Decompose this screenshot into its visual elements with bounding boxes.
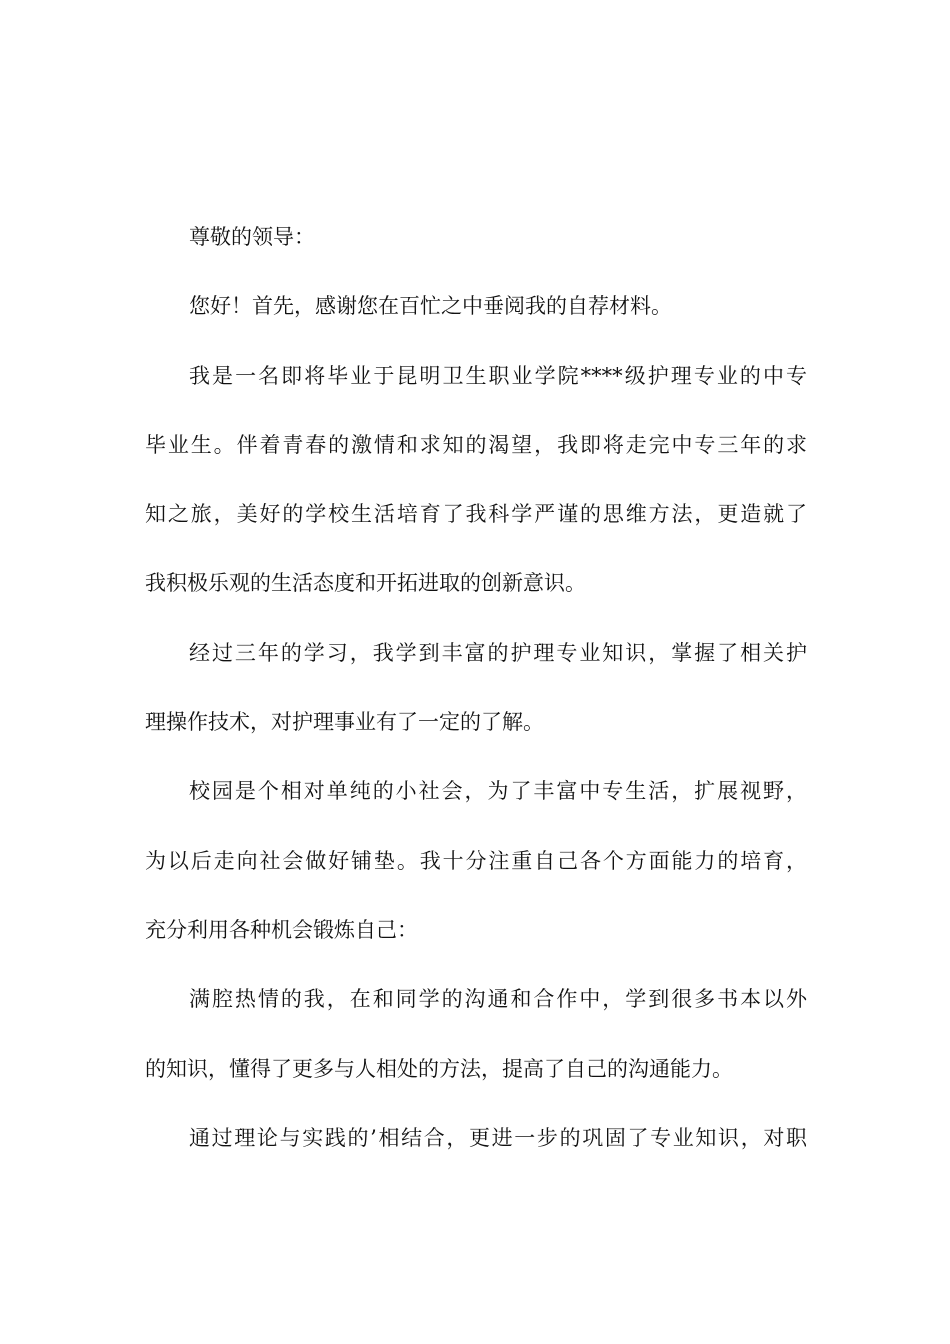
- communication-paragraph: [145, 965, 807, 1104]
- intro-paragraph: [145, 342, 807, 619]
- salutation-paragraph: [145, 203, 807, 272]
- communication-line-2: 的知识，懂得了更多与人相处的方法，提高了自己的沟通能力。: [145, 1056, 733, 1081]
- greeting-paragraph: [145, 272, 807, 341]
- salutation-line: 尊敬的领导：: [189, 225, 315, 249]
- intro-line-3: 知之旅，美好的学校生活培育了我科学严谨的思维方法，更造就了: [145, 502, 807, 527]
- intro-line-2: 毕业生。伴着青春的激情和求知的渴望，我即将走完中专三年的求: [145, 432, 807, 457]
- campus-line-1: 校园是个相对单纯的小社会，为了丰富中专生活，扩展视野，: [189, 779, 807, 804]
- campus-paragraph: [145, 757, 807, 965]
- practice-line-1: 通过理论与实践的’相结合，更进一步的巩固了专业知识，对职: [189, 1125, 807, 1150]
- communication-line-1: 满腔热情的我，在和同学的沟通和合作中，学到很多书本以外: [189, 987, 807, 1012]
- greeting-line: 您好！首先，感谢您在百忙之中垂阅我的自荐材料。: [189, 294, 672, 319]
- study-line-1: 经过三年的学习，我学到丰富的护理专业知识，掌握了相关护: [189, 640, 807, 665]
- intro-line-4: 我积极乐观的生活态度和开拓进取的创新意识。: [145, 571, 586, 596]
- campus-line-3: 充分利用各种机会锻炼自己：: [145, 917, 418, 942]
- letter-body: [145, 203, 807, 1173]
- study-line-2: 理操作技术，对护理事业有了一定的了解。: [145, 710, 544, 735]
- campus-line-2: 为以后走向社会做好铺垫。我十分注重自己各个方面能力的培育，: [145, 848, 807, 873]
- practice-paragraph: [145, 1104, 807, 1173]
- intro-line-1: 我是一名即将毕业于昆明卫生职业学院****级护理专业的中专: [189, 363, 807, 388]
- study-paragraph: [145, 619, 807, 758]
